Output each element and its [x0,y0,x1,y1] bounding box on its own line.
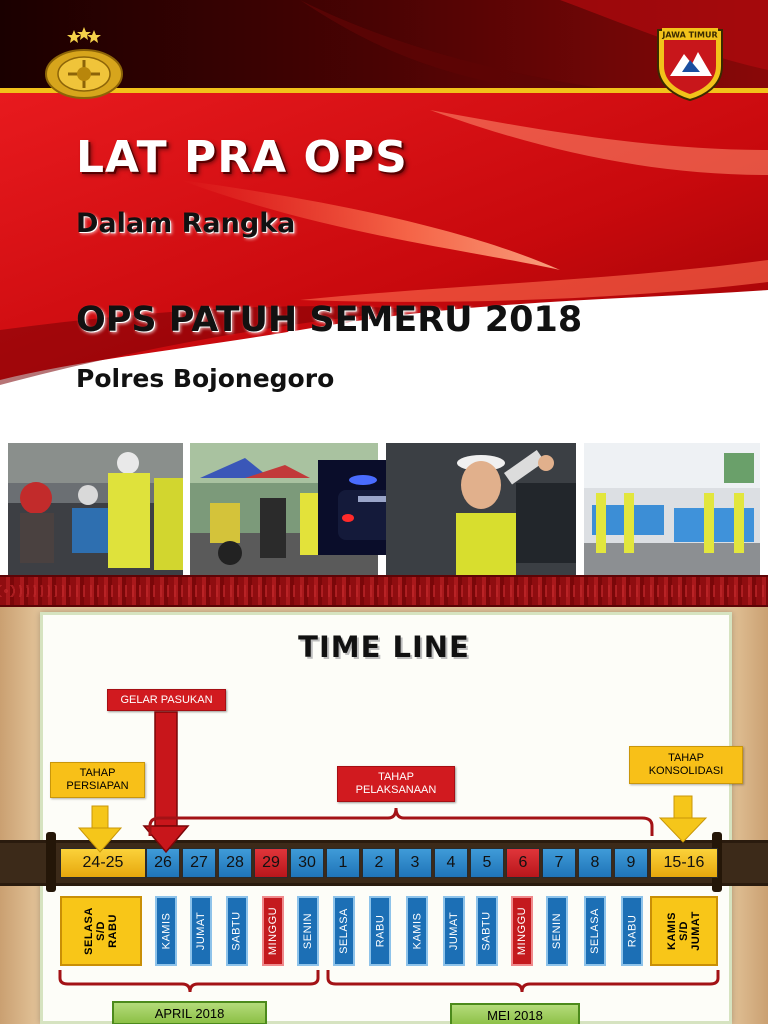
date-cell: 7 [542,848,576,878]
day-label: JUMAT [195,911,208,951]
date-cell: 9 [614,848,648,878]
day-cell [546,896,568,966]
month-mei: MEI 2018 [450,1003,580,1024]
day-label: SENIN [551,912,563,950]
label-tahap-konsolidasi: TAHAP KONSOLIDASI [629,746,743,784]
label-gelar-pasukan: GELAR PASUKAN [107,689,226,711]
photo-police-checkpoint [8,443,183,575]
day-label: SELASA [589,908,601,954]
date-cell: 28 [218,848,252,878]
day-cell [584,896,606,966]
date-cell: 1 [326,848,360,878]
slide-title: LAT PRA OPS [76,132,408,183]
day-label: JUMAT [448,911,461,951]
date-cell: 3 [398,848,432,878]
photo-banner-campaign [584,443,760,575]
day-label: SELASA S/D RABU [83,907,119,955]
timeline-bar-cap-left [46,832,56,892]
jawa-timur-shield-icon [652,24,728,102]
day-cell [60,896,142,966]
day-cell [297,896,319,966]
date-cell: 24-25 [60,848,146,878]
day-cell [190,896,212,966]
day-label: MINGGU [267,906,280,956]
day-cell [443,896,465,966]
day-cell [476,896,498,966]
day-label: SABTU [231,911,243,951]
date-cell: 29 [254,848,288,878]
day-label: KAMIS [160,912,173,950]
day-label: KAMIS S/D JUMAT [665,911,702,951]
day-cell [406,896,428,966]
day-cell [333,896,355,966]
day-label: SABTU [481,911,493,951]
date-cell: 2 [362,848,396,878]
day-label: SENIN [302,912,314,950]
photo-strip [0,440,768,590]
date-cell: 26 [146,848,180,878]
day-label: RABU [374,914,386,948]
label-tahap-pelaksanaan: TAHAP PELAKSANAAN [337,766,455,802]
date-cell: 4 [434,848,468,878]
day-label: SELASA [338,908,350,954]
date-cell: 15-16 [650,848,718,878]
unit-name: Polres Bojonegoro [76,364,335,393]
day-cell [262,896,284,966]
date-cell: 8 [578,848,612,878]
shield-caption: JAWA TIMUR [662,30,718,40]
date-cell: 30 [290,848,324,878]
day-cell [369,896,391,966]
day-cell [650,896,718,966]
timeline-title: TIME LINE [298,630,470,664]
title-banner [0,0,768,440]
slide-subtitle: Dalam Rangka [76,208,296,239]
photo-policewoman-directing [386,443,576,575]
day-cell [621,896,643,966]
label-tahap-persiapan: TAHAP PERSIAPAN [50,762,145,798]
day-label: MINGGU [516,906,529,956]
day-cell [155,896,177,966]
date-cell: 27 [182,848,216,878]
police-emblem-icon [40,26,128,102]
day-cell [226,896,248,966]
day-label: KAMIS [411,912,424,950]
day-cell [511,896,533,966]
month-april: APRIL 2018 [112,1001,267,1024]
date-cell: 6 [506,848,540,878]
day-label: RABU [626,914,638,948]
decorative-lace-band [0,575,768,607]
date-cell: 5 [470,848,504,878]
operation-title: OPS PATUH SEMERU 2018 [76,300,583,340]
